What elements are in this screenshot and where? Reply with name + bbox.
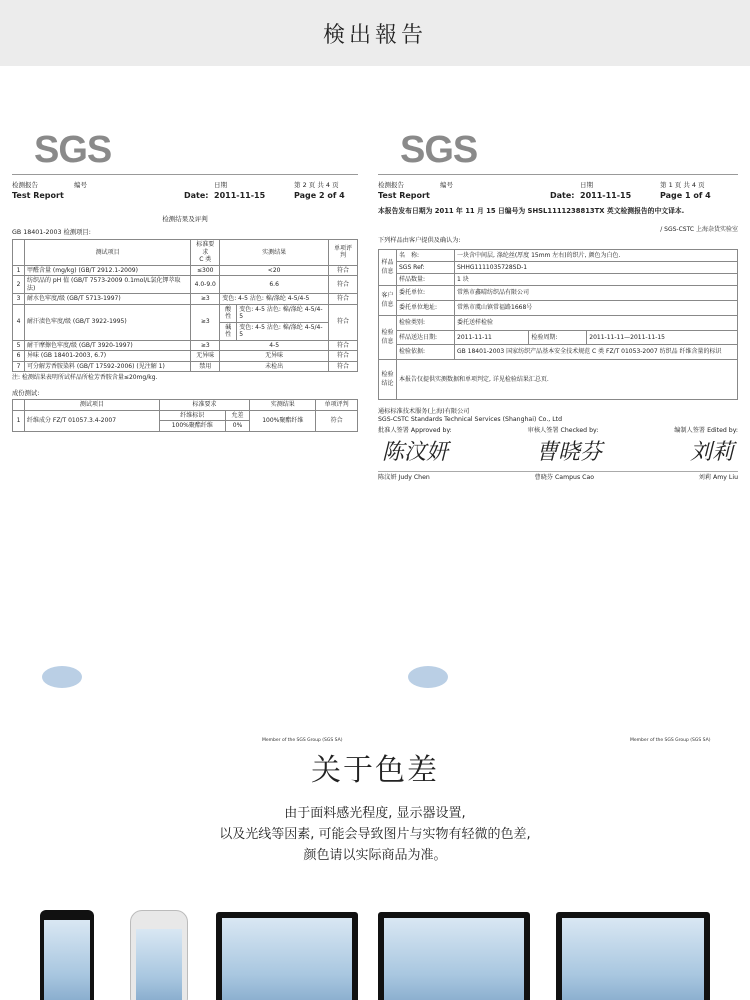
stamp-icon	[42, 666, 82, 688]
sgs-logo: SGS	[34, 129, 112, 171]
report-no-label: 编号	[74, 181, 87, 189]
signature-chen: 陈汶妍	[382, 440, 449, 466]
reports-area	[0, 66, 750, 743]
col-verdict: 单项评判	[329, 240, 358, 266]
table-row: 100%聚酯纤维 0%	[13, 421, 358, 432]
results-table	[12, 239, 358, 372]
page-en: Page 2 of 4	[294, 191, 345, 201]
table-row: 3 耐水色牢度/级 (GB/T 5713-1997) ≥3 变色: 4-5 沾色: 棉/涤纶 4-5/4-5 符合	[13, 294, 358, 305]
company-cn: 通标标准技术服务(上海)有限公司	[378, 407, 470, 415]
col-req: 标准要求	[196, 241, 215, 256]
page-cn: 第 2 页 共 4 页	[294, 181, 339, 189]
class-label: C 类	[199, 256, 212, 264]
color-line-1: 由于面料感光程度, 显示器设置,	[284, 806, 466, 821]
monitor-image	[378, 912, 530, 1000]
signature-liu: 刘莉	[689, 440, 734, 466]
phone-image	[40, 910, 94, 1000]
report-date: 2011-11-15	[214, 191, 266, 201]
lead-text: 下列样品由客户提供及确认为:	[378, 237, 461, 245]
composition-title: 成份测试:	[12, 389, 40, 397]
sample-info-table: 样品信息 名 称: 一块含中间层, 涤纶丝(厚度 15mm 左右)的织片, 颜色为白色. SGS Ref: SHHG1111035728SD-1 样品数量: 1 块 客户信息 委托单位: 常熟市鑫晴纺织品有限公司 委托单位地址: 常熟市虞山镇常福路1668号 检验信息 检验类别: 委托送样检验 样品送达日期: 2011-11-11 检验周期: 2011-11-11—2011-11-15 检验依据: GB 18401-2003 国家纺织产品基本安全技术规范 C 类 FZ/T 01053-2007 纺织品 纤维含量的标识 检验结论 本报告仅提供实测数据和单项判定, 详见检验结果汇总页.	[378, 249, 738, 400]
sgs-logo: SGS	[400, 129, 478, 171]
table-row: 4 耐汗渍色牢度/级 (GB/T 3922-1995) ≥3 酸性 变色: 4-5 沾色: 棉/涤纶 4-5/4-5 符合	[13, 304, 358, 322]
color-section-title: 关于色差	[311, 753, 439, 788]
table-row: 1 甲醛含量 (mg/kg) (GB/T 2912.1-2009) ≤300 <20 符合	[13, 265, 358, 276]
report-label-en: Test Report	[12, 191, 64, 201]
translation-notice: 本报告发布日期为 2011 年 11 月 15 日编号为 SHSL1111238813TX 英文检测报告的中文译本.	[378, 207, 685, 216]
edited-label: 编制人签署 Edited by:	[674, 427, 738, 435]
col-item: 测试项目	[25, 240, 191, 266]
date-label-cn: 日期	[214, 181, 227, 189]
checked-label: 审核人签署 Checked by:	[527, 427, 599, 435]
monitor-image	[556, 912, 710, 1000]
lab-name: / SGS-CSTC 上海杂货实验室	[660, 225, 738, 233]
results-title: 检测结果及评判	[162, 215, 208, 224]
table-row: 2 纺织品的 pH 值 (GB/T 7573-2009 0.1mol/L氯化钾萃取法) 4.0-9.0 6.6 符合	[13, 276, 358, 294]
color-line-3: 颜色请以实际商品为准。	[303, 848, 447, 863]
col-result: 实测结果	[220, 240, 329, 266]
company-en: SGS-CSTC Standards Technical Services (Shanghai) Co., Ltd	[378, 415, 563, 423]
footer-stamp-right	[408, 666, 708, 688]
note-text: 注: 检测结果表明所试样品所检芳香胺含量≤20mg/kg.	[12, 374, 158, 382]
report-label-cn: 检测报告	[12, 181, 38, 189]
table-row: 7 可分解芳香胺染料 (GB/T 17592-2006) (见注解 1) 禁用 未检出 符合	[13, 361, 358, 372]
table-row: 5 耐干摩擦色牢度/级 (GB/T 3920-1997) ≥3 4-5 符合	[13, 340, 358, 351]
monitor-image	[216, 912, 358, 1000]
standard-label: GB 18401-2003 检测项目:	[12, 229, 91, 237]
page-title: 検出報告	[322, 22, 427, 48]
composition-table: 测试项目 标准要求 实测结果 单项评判 1 纤维成分 FZ/T 01057.3.4-2007 纤维标识 允差 100%聚酯纤维 符合 100%聚酯纤维 0%	[12, 399, 358, 432]
footer-stamp-left	[42, 666, 342, 688]
stamp-icon	[408, 666, 448, 688]
test-report-page-2	[12, 130, 358, 432]
table-row: 碱性 变色: 4-5 沾色: 棉/涤纶 4-5/4-5	[13, 322, 358, 340]
device-illustrations	[0, 910, 750, 1000]
member-text-left: Member of the SGS Group (SGS SA)	[262, 738, 343, 743]
table-row: 6 异味 (GB 18401-2003, 6.7) 无异味 无异味 符合	[13, 351, 358, 362]
date-label-en: Date:	[184, 191, 209, 201]
signature-cao: 曹晓芬	[535, 440, 602, 466]
color-line-2: 以及光线等因素, 可能会导致图片与实物有轻微的色差,	[219, 827, 531, 842]
table-row: 1 纤维成分 FZ/T 01057.3.4-2007 纤维标识 允差 100%聚酯纤维 符合	[13, 410, 358, 421]
page-header	[0, 0, 750, 66]
approved-label: 批准人签署 Approved by:	[378, 427, 452, 435]
iphone-image	[130, 910, 188, 1000]
color-difference-section	[0, 745, 750, 866]
member-text-right: Member of the SGS Group (SGS SA)	[630, 738, 711, 743]
test-report-page-1: SGS 检测报告 编号 日期 第 1 页 共 4 页 Test Report Date: 2011-11-15 Page 1 of 4 本报告发布日期为 2011 年 11 月 15 日编号为 SHSL1111238813TX 英文检测报告的中文译本. / SGS-CSTC 上海杂货实验室 下列样品由客户提供及确认为: 样品信息 名 称: 一块含中间层, 涤纶丝(厚度 15mm 左右)的织片, 颜色为白色. SGS Ref: SHHG1111035728SD-1 样品数量: 1 块 客户信息 委托单位: 常熟市鑫晴纺织品有限公司 委托单位地址: 常熟市虞山镇常福路1668号 检验信息 检验类别: 委托送样检验 样品送达日期: 2011-11-11 检验周期: 2011-11-11—2011-11-15 检验依据: GB 18401-2003 国家纺织产品基本安全技术规范 C 类 FZ/T 01053-2007 纺织品 纤维含量的标识 检验结论 本报告仅提供实测数据和单项判定, 详见检验结果汇总页. 通标标准技术服务(上海)有限公司 SGS-CSTC Standards Technical Services (Shanghai) Co., Ltd 批准人签署 Approved by: 审核人签署 Checked by: 编制人签署 Edited by: 陈汶妍 曹晓芬 刘莉 陈汶妍 Judy Chen 曹晓芬 Campus Cao 刘莉 Amy Liu	[378, 129, 738, 482]
